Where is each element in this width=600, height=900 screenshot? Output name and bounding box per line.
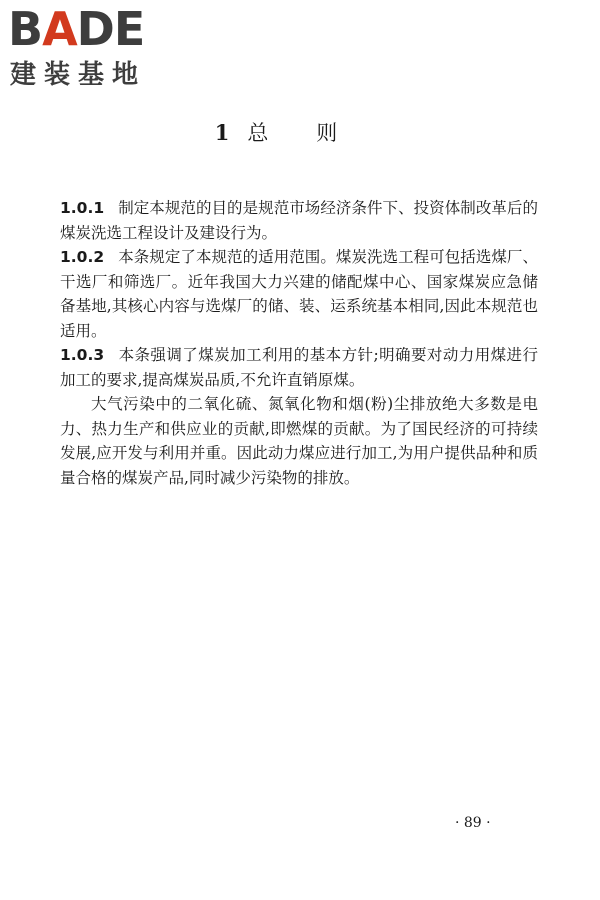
explanation-paragraph: 大气污染中的二氧化硫、氮氧化物和烟(粉)尘排放绝大多数是电力、热力生产和供应业的贡献,即燃煤的贡献。为了国民经济的可持续发展,应开发与利用并重。因此动力煤应进行加工,为用户提供品种和质量合格的煤炭产品,同时减少污染物的排放。 [60, 395, 538, 487]
logo-latin-text [8, 4, 144, 54]
logo-letters-left: B [8, 2, 43, 56]
chapter-number: 1 [214, 120, 230, 145]
chapter-title: 总则 [247, 121, 386, 145]
clause-1-0-2 [60, 245, 538, 343]
clause-number: 1.0.2 [60, 248, 105, 266]
logo-letters-right: DE [76, 2, 145, 56]
logo-letter-accent: A [42, 2, 77, 56]
clause-number: 1.0.1 [60, 199, 105, 217]
logo-chinese-text: 建装基地 [10, 60, 147, 90]
clause-1-0-1 [60, 196, 538, 245]
clause-text: 本条强调了煤炭加工利用的基本方针;明确要对动力用煤进行加工的要求,提高煤炭品质,不允许直销原煤。 [60, 346, 538, 389]
body-text [60, 196, 538, 490]
clause-number: 1.0.3 [60, 346, 105, 364]
watermark-logo [8, 4, 178, 90]
clause-text: 制定本规范的目的是规范市场经济条件下、投资体制改革后的煤炭洗选工程设计及建设行为。 [60, 199, 538, 242]
page-title [0, 118, 600, 148]
page-number: · 89 · [455, 815, 491, 831]
clause-text: 本条规定了本规范的适用范围。煤炭洗选工程可包括选煤厂、干选厂和筛选厂。近年我国大力兴建的储配煤中心、国家煤炭应急储备基地,其核心内容与选煤厂的储、装、运系统基本相同,因此本规范也适用。 [60, 248, 538, 340]
clause-1-0-3 [60, 343, 538, 392]
